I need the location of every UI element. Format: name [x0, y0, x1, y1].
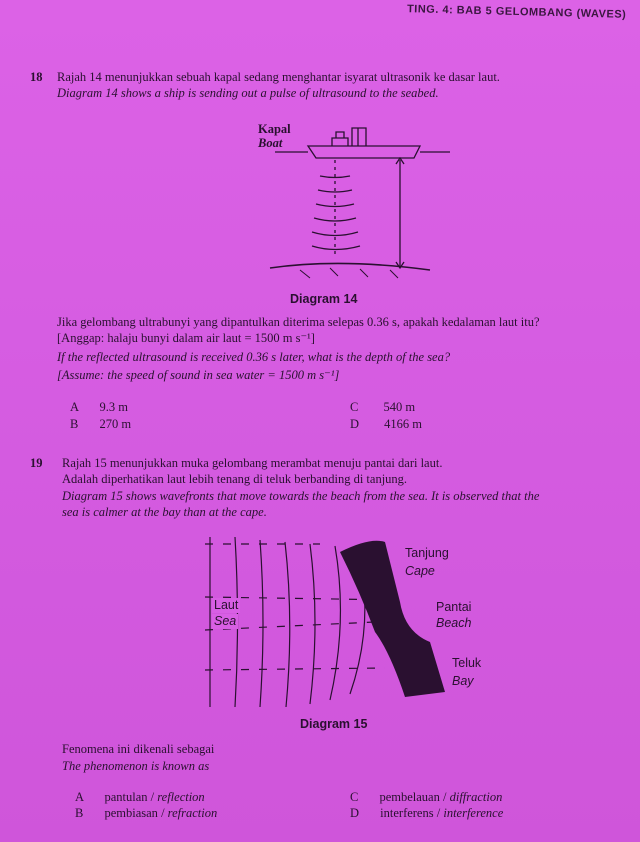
option-text-en: reflection — [157, 790, 205, 804]
option-letter: D — [350, 806, 360, 820]
label-kapal: Kapal — [258, 122, 291, 136]
q19-line2: Adalah diperhatikan laut lebih tenang di teluk berbanding di tanjung. — [62, 472, 408, 486]
q18-option-d[interactable] — [350, 417, 422, 432]
option-letter: C — [350, 790, 359, 804]
q18-assume-my: [Anggap: halaju bunyi dalam air laut = 1500 m s⁻¹] — [57, 331, 315, 345]
q19-line4: sea is calmer at the bay than at the cape. — [62, 505, 267, 519]
label-beach: Beach — [436, 616, 472, 630]
option-text-my: pantulan — [104, 790, 148, 804]
option-text: 270 m — [99, 417, 132, 431]
option-text: 4166 m — [384, 417, 423, 431]
q18-line2: Diagram 14 shows a ship is sending out a pulse of ultrasound to the seabed. — [57, 86, 439, 100]
q19-option-c[interactable]: C pembelauan / diffraction — [350, 790, 503, 804]
label-bay: Bay — [452, 674, 474, 688]
option-text-my: pembiasan — [104, 806, 158, 820]
label-tanjung: Tanjung — [405, 546, 449, 560]
q19-option-a[interactable]: A pantulan / reflection — [75, 790, 205, 804]
label-laut: Laut — [214, 598, 239, 612]
option-letter: D — [350, 417, 360, 431]
q19-number: 19 — [30, 456, 43, 470]
label-pantai: Pantai — [436, 600, 472, 614]
q18-line1: Rajah 14 menunjukkan sebuah kapal sedang menghantar isyarat ultrasonik ke dasar laut. — [57, 70, 500, 84]
q18-assume-en: [Assume: the speed of sound in sea water = 1500 m s⁻¹] — [57, 368, 340, 382]
q19-question-en: The phenomenon is known as — [62, 759, 210, 773]
q18-option-c[interactable] — [350, 400, 415, 415]
label-cape: Cape — [405, 564, 435, 578]
diagram-14-caption: Diagram 14 — [290, 292, 358, 306]
option-letter: A — [75, 790, 84, 804]
option-letter: B — [70, 417, 79, 431]
q19-line3: Diagram 15 shows wavefronts that move towards the beach from the sea. It is observed that the — [62, 489, 540, 503]
option-text-en: refraction — [167, 806, 218, 820]
option-text: 540 m — [383, 400, 416, 414]
q18-question-my: Jika gelombang ultrabunyi yang dipantulkan diterima selepas 0.36 s, apakah kedalaman laut itu? — [57, 315, 540, 329]
page-header: TING. 4: BAB 5 GELOMBANG (WAVES) — [406, 3, 627, 21]
q18-option-a[interactable] — [70, 400, 128, 415]
diagram-15-caption: Diagram 15 — [300, 717, 368, 731]
q18-number: 18 — [30, 70, 43, 84]
q19-line1: Rajah 15 menunjukkan muka gelombang merambat menuju pantai dari laut. — [62, 456, 443, 470]
option-letter: B — [75, 806, 84, 820]
option-text: 9.3 m — [99, 400, 128, 414]
option-text-my: pembelauan — [379, 790, 440, 804]
label-boat: Boat — [258, 136, 283, 150]
q19-option-b[interactable]: B pembiasan / refraction — [75, 806, 218, 820]
q18-option-b[interactable] — [70, 417, 131, 432]
q18-question-en: If the reflected ultrasound is received 0.36 s later, what is the depth of the sea? — [57, 350, 451, 364]
option-letter: A — [70, 400, 79, 414]
option-text-en: interference — [443, 806, 504, 820]
label-sea: Sea — [214, 614, 237, 628]
q19-option-d[interactable]: D interferens / interference — [350, 806, 504, 820]
option-letter: C — [350, 400, 359, 414]
option-text-en: diffraction — [449, 790, 503, 804]
q19-question-my: Fenomena ini dikenali sebagai — [62, 742, 215, 756]
option-text-my: interferens — [380, 806, 434, 820]
diagram-14 — [220, 108, 450, 288]
label-teluk: Teluk — [452, 656, 482, 670]
